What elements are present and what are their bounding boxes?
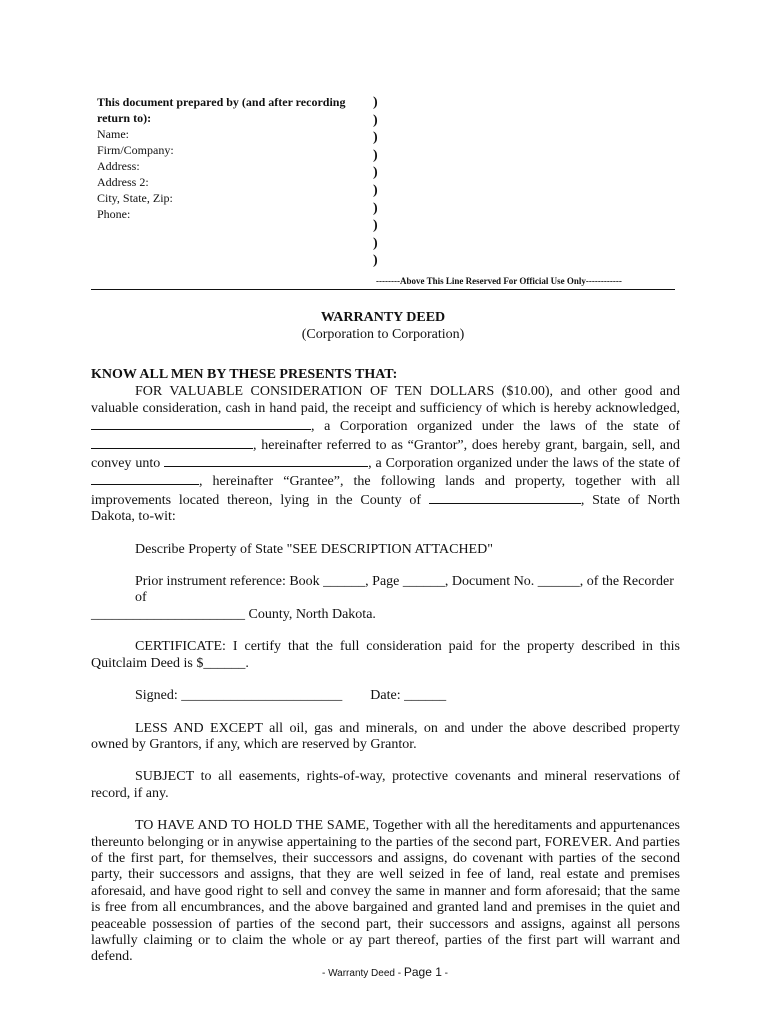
title-sub: (Corporation to Corporation)	[301, 327, 465, 342]
deed-title	[91, 309, 675, 343]
page-footer	[0, 965, 770, 979]
paren: )	[373, 95, 378, 110]
field-firm: Firm/Company:	[97, 143, 174, 157]
to-have-and-to-hold: TO HAVE AND TO HOLD THE SAME, Together with all the hereditaments and appurtenances thereunto belonging or in anywise appertaining to the parties of the second part, FOREVER. And parties of the first part, for themselves, their successors and assigns, do covenant with parties of the second party, their successors and assigns, that they are well seized in fee of land, real estate and premises aforesaid, and have good right to sell and convey the same in manner and form aforesaid; that the same is free from all encumbrances, and the above bargained and granted land and premises in the quiet and peaceable possession of parties of the second part, their successors and assigns, against all persons lawfully claiming or to claim the whole or ay part thereof, parties of the first part will warrant and defend.	[91, 818, 680, 965]
paren: )	[373, 182, 378, 198]
grantee-name-blank	[164, 454, 368, 467]
paren: )	[373, 165, 378, 181]
paren: )	[373, 235, 378, 251]
county-blank	[429, 491, 581, 504]
field-address2: Address 2:	[97, 175, 149, 189]
reserved-line-label: --------Above This Line Reserved For Official Use Only------------	[376, 276, 622, 286]
grantor-name-blank	[91, 417, 311, 430]
field-name: Name:	[97, 127, 129, 141]
certificate: CERTIFICATE: I certify that the full consideration paid for the property described in this Quitclaim Deed is $______.	[91, 639, 680, 671]
prior-county: ______________________ County, North Dakota.	[91, 606, 376, 622]
prepared-by-line2: return to):	[97, 111, 152, 125]
p1-text-d: , a Corporation organized under the laws of the state of	[368, 456, 680, 472]
paren: )	[373, 112, 378, 128]
signed-label: Signed: _______________________	[135, 688, 343, 704]
field-address: Address:	[97, 159, 140, 173]
consideration-paragraph	[91, 384, 680, 525]
prior-instrument: Prior instrument reference: Book ______, Page ______, Document No. ______, of the Recorder of	[135, 574, 674, 606]
describe-property: Describe Property of State "SEE DESCRIPTION ATTACHED"	[135, 541, 493, 557]
date-label: Date: ______	[370, 688, 447, 704]
footer-prefix: - Warranty Deed -	[321, 968, 404, 979]
p1-text-c: , hereinafter referred to as “Grantor”, does hereby grant, bargain, sell, and convey unto	[91, 437, 680, 472]
footer-suffix: -	[441, 968, 449, 979]
p1-text-f: , State of North Dakota, to-wit:	[91, 492, 680, 525]
know-all-heading: KNOW ALL MEN BY THESE PRESENTS THAT:	[91, 367, 398, 382]
less-and-except: LESS AND EXCEPT all oil, gas and minerals, on and under the above described property owned by Grantors, if any, which are reserved by Grantor.	[91, 720, 680, 752]
preparer-block	[97, 94, 345, 222]
prepared-by-line1: This document prepared by (and after recording	[97, 95, 346, 109]
page-number: Page 1	[403, 965, 442, 979]
paren: )	[373, 147, 378, 163]
paren: )	[373, 130, 378, 146]
divider-line	[91, 289, 675, 290]
grantor-state-blank	[91, 436, 253, 449]
paren: )	[373, 253, 378, 269]
p1-text-e: , hereinafter “Grantee”, the following lands and property, together with all improvements located thereon, lying in the County of	[91, 474, 680, 508]
paren-column	[373, 94, 378, 270]
field-city-state-zip: City, State, Zip:	[97, 191, 173, 205]
field-phone: Phone:	[97, 207, 131, 221]
p1-text-b: , a Corporation organized under the laws of the state of	[311, 419, 680, 435]
subject-to: SUBJECT to all easements, rights-of-way, protective covenants and mineral reservations of record, if any.	[91, 769, 680, 801]
p1-text-a: FOR VALUABLE CONSIDERATION OF TEN DOLLARS ($10.00), and other good and valuable consideration, cash in hand paid, the receipt and sufficiency of which is hereby acknowledged,	[91, 384, 680, 416]
signature-row	[91, 688, 680, 704]
title-main: WARRANTY DEED	[320, 310, 446, 325]
grantee-state-blank	[91, 472, 199, 485]
paren: )	[373, 218, 378, 234]
paren: )	[373, 200, 378, 216]
deed-body	[91, 367, 680, 966]
